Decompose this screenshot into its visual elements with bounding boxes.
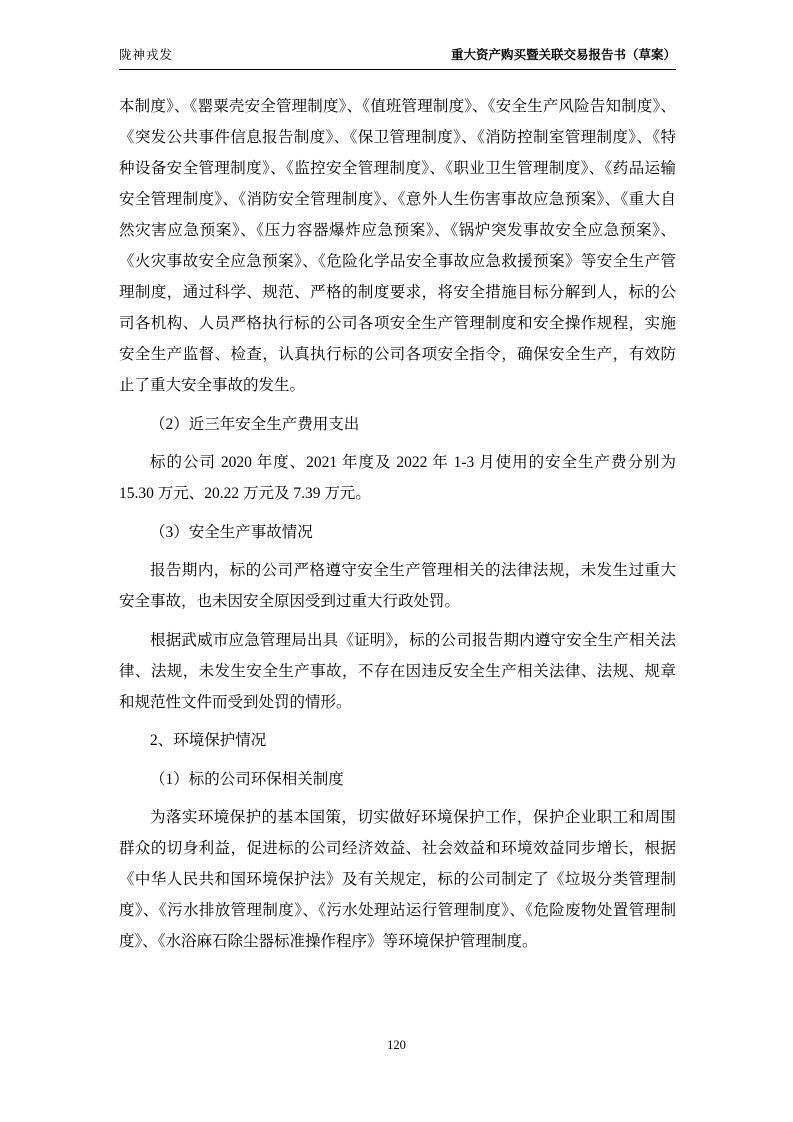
header-report-title: 重大资产购买暨关联交易报告书（草案） [450, 48, 676, 62]
heading-environmental-protection: 2、环境保护情况 [150, 732, 267, 749]
heading-safety-production-expenses: （2）近三年安全生产费用支出 [150, 415, 360, 433]
heading-environmental-systems: （1）标的公司环保相关制度 [150, 770, 344, 788]
header-company-name: 陇神戎发 [119, 48, 174, 62]
paragraph-emergency-bureau-certificate: 根据武威市应急管理局出具《证明》，标的公司报告期内遵守安全生产相关法律、法规，未发生安全生产事故，不存在因违反安全生产相关法律、法规、规章和规范性文件而受到处罚的情形。 [119, 631, 676, 711]
page-header [119, 48, 676, 70]
heading-safety-accidents: （3）安全生产事故情况 [150, 523, 313, 541]
page-number: 120 [387, 1038, 406, 1052]
page-footer [0, 1038, 793, 1053]
paragraph-environmental-policy-systems: 为落实环境保护的基本国策，切实做好环境保护工作，保护企业职工和周围群众的切身利益，促进标的公司经济效益、社会效益和环境效益同步增长，根据《中华人民共和国环境保护法》及有关规定，标的公司制定了《垃圾分类管理制度》、《污水排放管理制度》、《污水处理站运行管理制度》、《危险废物处置管理制度》、《水浴麻石除尘器标准操作程序》等环境保护管理制度。 [119, 809, 676, 950]
paragraph-safety-compliance: 报告期内，标的公司严格遵守安全生产管理相关的法律法规，未发生过重大安全事故，也未因安全原因受到过重大行政处罚。 [119, 562, 676, 610]
paragraph-safety-expenses-figures: 标的公司 2020 年度、2021 年度及 2022 年 1-3 月使用的安全生产费分别为 15.30 万元、20.22 万元及 7.39 万元。 [119, 454, 676, 502]
paragraph-safety-management-systems: 本制度》、《罂粟壳安全管理制度》、《值班管理制度》、《安全生产风险告知制度》、《突发公共事件信息报告制度》、《保卫管理制度》、《消防控制室管理制度》、《特种设备安全管理制度》、《监控安全管理制度》、《职业卫生管理制度》、《药品运输安全管理制度》、《消防安全管理制度》、《意外人生伤害事故应急预案》、《重大自然灾害应急预案》、《压力容器爆炸应急预案》、《锅炉突发事故安全应急预案》、《火灾事故安全应急预案》、《危险化学品安全事故应急救援预案》等安全生产管理制度，通过科学、规范、严格的制度要求，将安全措施目标分解到人，标的公司各机构、人员严格执行标的公司各项安全生产管理制度和安全操作规程，实施安全生产监督、检查，认真执行标的公司各项安全指令，确保安全生产，有效防止了重大安全事故的发生。 [119, 98, 676, 394]
document-body [119, 91, 676, 965]
